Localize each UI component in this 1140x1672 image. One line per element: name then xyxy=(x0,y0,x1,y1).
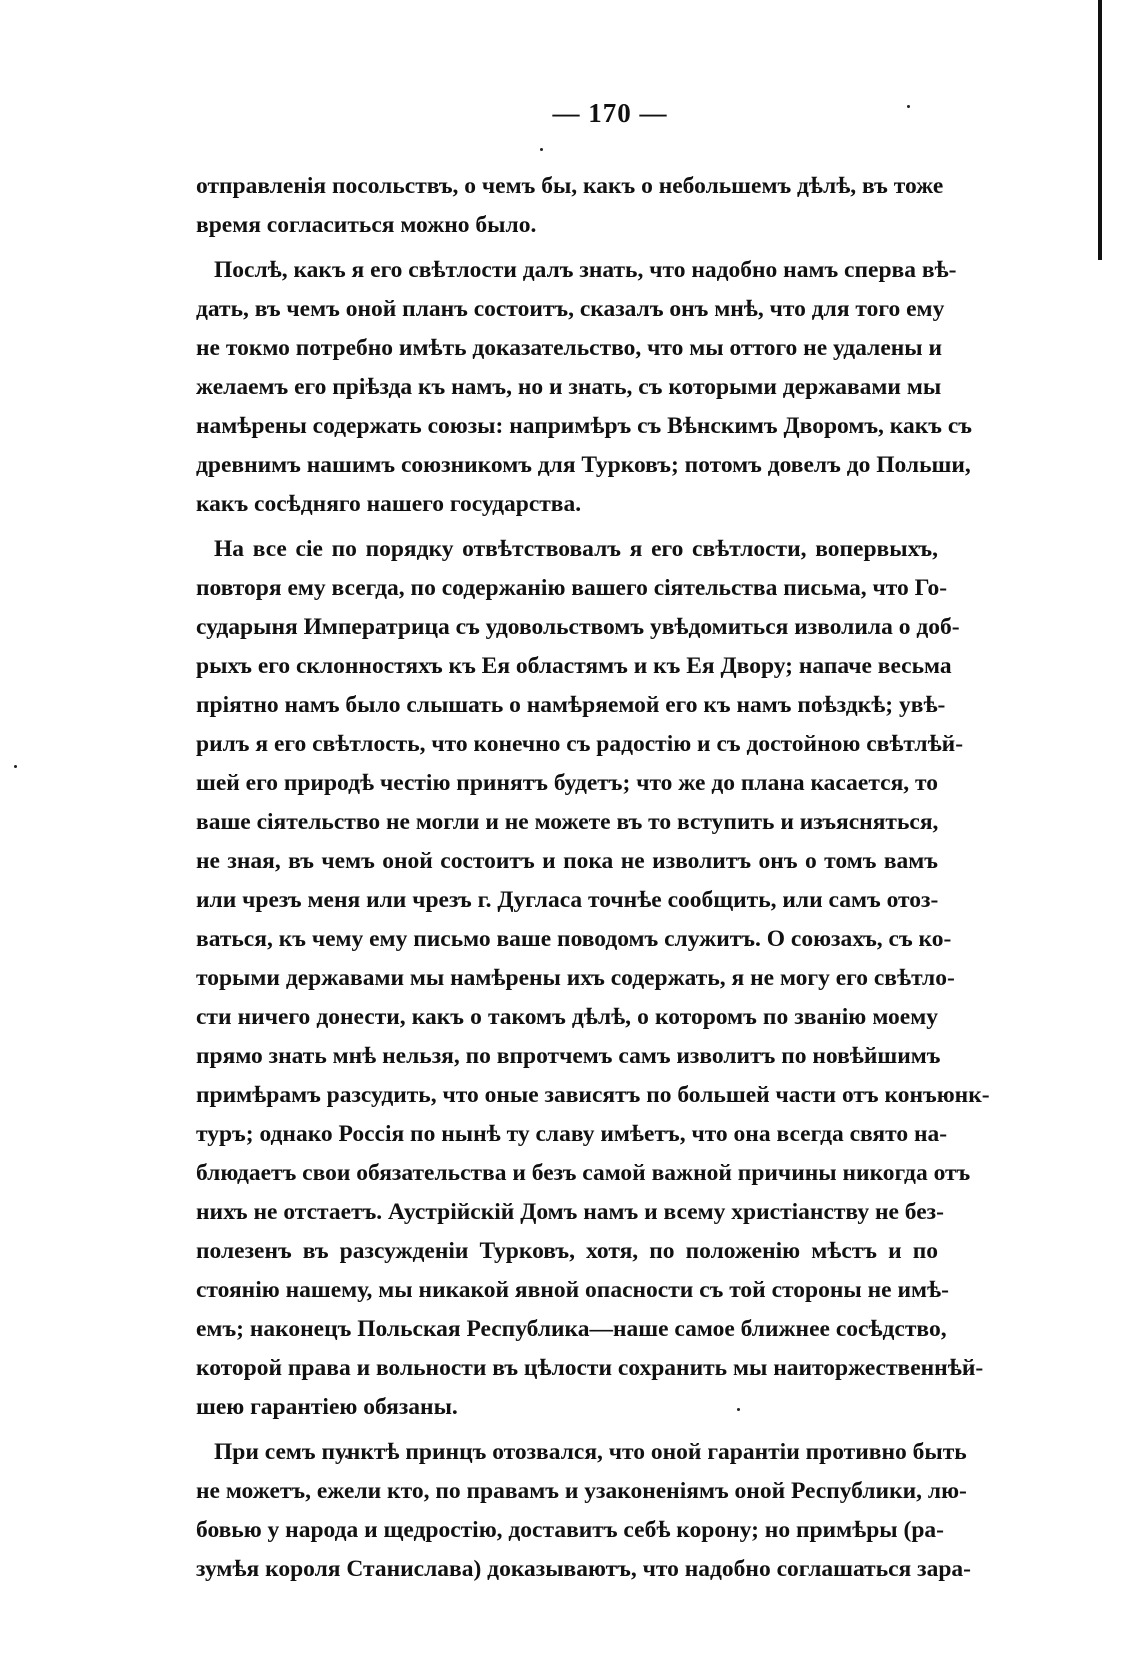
text-line: стоянію нашему, мы никакой явной опасности съ той стороны не имѣ- xyxy=(196,1277,949,1303)
text-line: торыми державами мы намѣрены ихъ содержать, я не могу его свѣтло- xyxy=(196,965,955,991)
text-line: блюдаетъ свои обязательства и безъ самой важной причины никогда отъ xyxy=(196,1160,971,1186)
paragraph xyxy=(196,167,944,245)
text-line: время согласиться можно было. xyxy=(196,212,537,238)
text-line: намѣрены содержать союзы: напримѣръ съ Вѣнскимъ Дворомъ, какъ съ xyxy=(196,413,972,439)
text-line: На все сіе по порядку отвѣтствовалъ я его свѣтлости, вопервыхъ, xyxy=(214,536,938,562)
paragraph xyxy=(196,251,972,524)
text-line: шей его природѣ честію принятъ будетъ; что же до плана касается, то xyxy=(196,770,939,796)
text-line: полезенъ въ разсужденіи Турковъ, хотя, по положенію мѣстъ и по xyxy=(196,1238,938,1264)
text-line: нихъ не отстаетъ. Аустрійскій Домъ намъ и всему христіанству не без- xyxy=(196,1199,944,1225)
page-edge-shadow xyxy=(1098,0,1102,260)
text-line: ваться, къ чему ему письмо ваше поводомъ служитъ. О союзахъ, съ ко- xyxy=(196,926,952,952)
text-line: сти ничего донести, какъ о такомъ дѣлѣ, о которомъ по званію моему xyxy=(196,1004,938,1030)
paragraph xyxy=(196,1433,971,1589)
text-line: примѣрамъ разсудить, что оные зависятъ по большей части отъ конъюнк- xyxy=(196,1082,990,1108)
text-line: прямо знать мнѣ нельзя, по впротчемъ самъ изволитъ по новѣйшимъ xyxy=(196,1043,941,1069)
scan-speck xyxy=(540,148,543,151)
text-line: не зная, въ чемъ оной состоитъ и пока не изволитъ онъ о томъ вамъ xyxy=(196,848,938,874)
text-line: зумѣя короля Станислава) доказываютъ, что надобно соглашаться зара- xyxy=(196,1556,971,1582)
text-line: или чрезъ меня или чрезъ г. Дугласа точнѣе сообщить, или самъ отоз- xyxy=(196,887,939,913)
text-line: ваше сіятельство не могли и не можете въ то вступить и изъясняться, xyxy=(196,809,939,835)
text-line: которой права и вольности въ цѣлости сохранить мы наиторжественнѣй- xyxy=(196,1355,984,1381)
text-line: повторя ему всегда, по содержанію вашего сіятельства письма, что Го- xyxy=(196,575,948,601)
text-line: рыхъ его склонностяхъ къ Ея областямъ и къ Ея Двору; напаче весьма xyxy=(196,653,952,679)
paragraph xyxy=(196,530,990,1427)
text-line: При семъ пунктѣ принцъ отозвался, что оной гарантіи противно быть xyxy=(214,1439,967,1465)
text-line: отправленія посольствъ, о чемъ бы, какъ о небольшемъ дѣлѣ, въ тоже xyxy=(196,173,944,199)
text-line: туръ; однако Россія по нынѣ ту славу имѣетъ, что она всегда свято на- xyxy=(196,1121,948,1147)
text-line: дать, въ чемъ оной планъ состоитъ, сказалъ онъ мнѣ, что для того ему xyxy=(196,296,945,322)
text-line: бовью у народа и щедростію, доставитъ себѣ корону; но примѣры (ра- xyxy=(196,1517,944,1543)
text-line: емъ; наконецъ Польская Республика—наше самое ближнее сосѣдство, xyxy=(196,1316,947,1342)
scan-speck xyxy=(14,765,17,768)
text-line: Послѣ, какъ я его свѣтлости далъ знать, что надобно намъ сперва вѣ- xyxy=(214,257,957,283)
text-line: не можетъ, ежели кто, по правамъ и узаконеніямъ оной Республики, лю- xyxy=(196,1478,967,1504)
text-line: сударыня Императрица съ удовольствомъ увѣдомиться изволила о доб- xyxy=(196,614,960,640)
text-line: древнимъ нашимъ союзникомъ для Турковъ; потомъ довелъ до Польши, xyxy=(196,452,971,478)
text-line: шею гарантіею обязаны. xyxy=(196,1394,458,1420)
body-text xyxy=(196,167,990,1595)
page-number: — 170 — xyxy=(552,98,668,128)
text-line: не токмо потребно имѣть доказательство, что мы оттого не удалены и xyxy=(196,335,943,361)
text-line: желаемъ его пріѣзда къ намъ, но и знать, съ которыми державами мы xyxy=(196,374,942,400)
text-line: какъ сосѣдняго нашего государства. xyxy=(196,491,582,517)
text-line: пріятно намъ было слышать о намѣряемой его къ намъ поѣздкѣ; увѣ- xyxy=(196,692,946,718)
text-line: рилъ я его свѣтлость, что конечно съ радостію и съ достойною свѣтлѣй- xyxy=(196,731,964,757)
